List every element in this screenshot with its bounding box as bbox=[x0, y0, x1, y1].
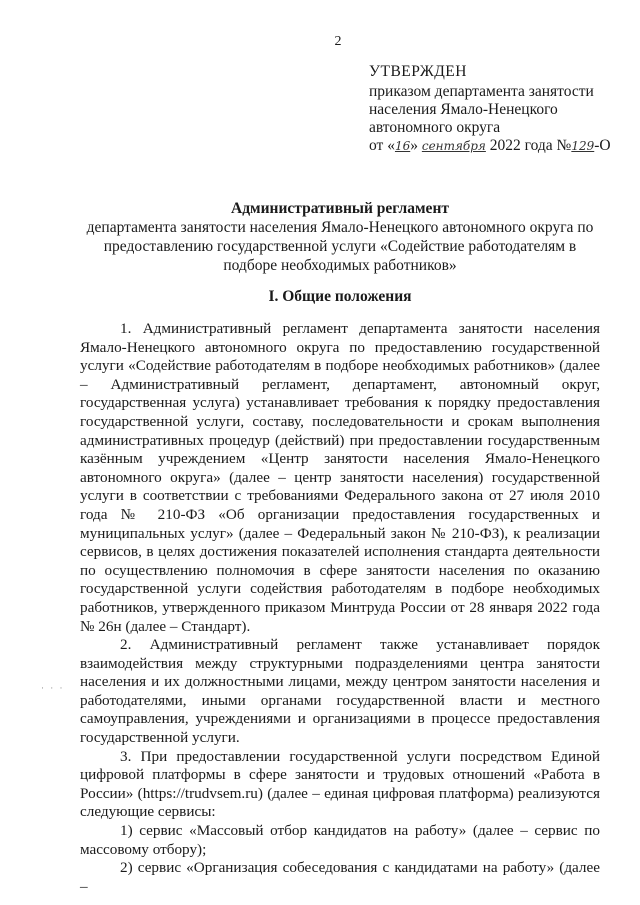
paragraph: 1) сервис «Массовый отбор кандидатов на работу» (далее – сервис по массовому отбору); bbox=[80, 822, 600, 858]
approval-stamp-block bbox=[369, 63, 619, 155]
date-year: 2022 года № bbox=[485, 137, 572, 154]
approval-line: автономного округа bbox=[369, 119, 501, 136]
paragraph: 2. Административный регламент также устанавливает порядок взаимодействия между структурными подразделениями центра занятости населения и их должностными лицами, между центром занятости населения и работодателями, иными органами государственной власти и местного самоуправления, учреждениями и организациями в процессе предоставления государственной услуги. bbox=[80, 636, 600, 747]
order-suffix: -О bbox=[594, 137, 611, 154]
paragraph: 3. При предоставлении государственной услуги посредством Единой цифровой платформы в сфере занятости и трудовых отношений «Работа в России» (https://trudvsem.ru) (далее – единая цифровая платформа) реализуются следующие сервисы: bbox=[80, 747, 600, 821]
section-heading: I. Общие положения bbox=[268, 288, 412, 305]
document-subtitle: департамента занятости населения Ямало-Ненецкого автономного округа по предоставлению государственной услуги «Содействие работодателям в подборе необходимых работников» bbox=[86, 219, 594, 274]
approval-line: приказом департамента занятости bbox=[369, 83, 594, 100]
paragraph: 1. Административный регламент департамента занятости населения Ямало-Ненецкого автономного округа по предоставлению государственной услуги «Содействие работодателям в подборе необходимых работников» (далее – Административный регламент, департамент, автономный округ, государственная услуга) устанавливает требования к порядку предоставления государственной услуги, составу, последовательности и срокам выполнения административных процедур (действий) при предоставлении государственным казённым учреждением «Центр занятости населения Ямало-Ненецкого автономного округа» (далее – центр занятости населения) государственной услуги в соответствии с требованиями Федерального закона от 27 июля 2010 года № 210-ФЗ «Об организации предоставления государственных и муниципальных услуг» (далее – Федеральный закон № 210-ФЗ), к реализации сервисов, в целях достижения показателей исполнения стандарта деятельности по осуществлению полномочия в сфере занятости населения по оказанию государственной услуги содействия работодателям в подборе необходимых работников, утвержденного приказом Минтруда России от 28 января 2022 года № 26н (далее – Стандарт). bbox=[80, 320, 600, 635]
approval-date-line bbox=[369, 137, 619, 155]
date-prefix: от « bbox=[369, 137, 395, 154]
document-title-block bbox=[80, 199, 600, 275]
order-number-handwritten: 129 bbox=[571, 139, 595, 153]
scan-artifact: · · · bbox=[41, 683, 65, 693]
document-title: Административный регламент bbox=[231, 200, 449, 217]
page-number: 2 bbox=[334, 34, 342, 49]
date-day-handwritten: 16 bbox=[394, 139, 411, 153]
paragraph: 2) сервис «Организация собеседования с кандидатами на работу» (далее – bbox=[80, 859, 600, 895]
approval-line: населения Ямало-Ненецкого bbox=[369, 101, 558, 118]
approval-title: УТВЕРЖДЕН bbox=[369, 63, 467, 80]
date-month-handwritten: сентября bbox=[421, 139, 486, 153]
date-mid: » bbox=[410, 137, 422, 154]
document-body bbox=[80, 320, 600, 896]
